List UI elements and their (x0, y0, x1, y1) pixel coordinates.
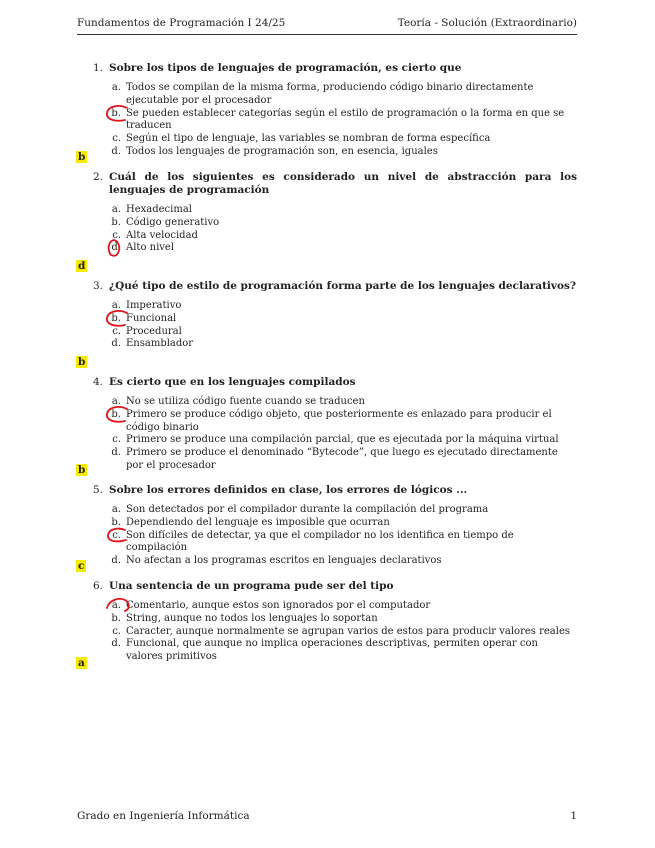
option-letter: b. (111, 312, 121, 324)
question-text: Sobre los tipos de lenguajes de programación, es cierto que (109, 62, 462, 74)
footer-degree: Grado en Ingeniería Informática (77, 810, 250, 822)
question-text: Cuál de los siguientes es considerado un nivel de abstracción para los lenguajes de programación (109, 171, 577, 196)
question-number: 1. (92, 62, 103, 74)
option-letter: c. (112, 229, 121, 241)
header-course: Fundamentos de Programación I 24/25 (77, 17, 286, 29)
question-4 (77, 376, 577, 473)
option-c (103, 230, 577, 243)
option-letter: d. (111, 338, 121, 350)
option-letter: a. (111, 204, 121, 215)
option-d (103, 146, 577, 159)
option-d (103, 242, 577, 255)
option-text: No se utiliza código fuente cuando se traducen (126, 396, 365, 407)
header-divider (77, 34, 577, 35)
question-3 (77, 280, 577, 351)
question-number: 4. (92, 376, 103, 388)
option-d (103, 555, 577, 568)
option-text: Son difíciles de detectar, ya que el compilador no los identifica en tiempo de compilación (126, 529, 514, 554)
option-letter: c. (112, 529, 121, 541)
answer-highlight-4: b (78, 464, 86, 476)
option-letter: a. (111, 600, 121, 611)
option-letter: b. (111, 612, 121, 624)
option-letter: b. (111, 408, 121, 420)
option-letter: d. (111, 555, 121, 567)
option-b (103, 613, 577, 626)
option-text: Según el tipo de lenguaje, las variables se nombran de forma específica (126, 133, 491, 145)
option-text: Funcional (126, 312, 177, 324)
option-a (103, 300, 577, 313)
question-text: Sobre los errores definidos en clase, los errores de lógicos ... (109, 484, 468, 496)
option-text: Son detectados por el compilador durante la compilación del programa (126, 504, 489, 515)
option-letter: a. (111, 504, 121, 515)
option-c (103, 434, 577, 447)
option-a (103, 396, 577, 409)
option-c (103, 133, 577, 146)
option-letter: b. (111, 516, 121, 528)
option-text: Dependiendo del lenguaje es imposible que ocurran (126, 516, 390, 528)
option-letter: c. (112, 434, 121, 446)
option-c (103, 326, 577, 339)
option-b (103, 108, 577, 134)
option-letter: a. (111, 82, 121, 93)
option-text: Funcional, que aunque no implica operaciones descriptivas, permiten operar con valores primitivos (126, 638, 538, 663)
option-text: Caracter, aunque normalmente se agrupan varios de estos para producir valores reales (126, 625, 570, 637)
question-text: ¿Qué tipo de estilo de programación forma parte de los lenguajes declarativos? (109, 280, 577, 292)
option-text: Todos se compilan de la misma forma, produciendo código binario directamente ejecutable por el procesador (126, 82, 534, 106)
option-c (103, 530, 577, 556)
question-number: 6. (92, 580, 103, 592)
answer-highlight-3: b (78, 356, 86, 368)
option-letter: a. (111, 300, 121, 311)
option-text: Ensamblador (126, 338, 194, 350)
question-text: Una sentencia de un programa pude ser del tipo (109, 580, 394, 592)
option-b (103, 217, 577, 230)
option-text: Primero se produce el denominado “Bytecode”, que luego es ejecutado directamente por el procesador (126, 447, 558, 471)
option-letter: d. (111, 638, 121, 650)
question-number: 3. (92, 280, 103, 292)
option-b (103, 409, 577, 435)
answer-highlight-2: d (78, 260, 86, 272)
option-text: Hexadecimal (126, 204, 193, 215)
option-letter: b. (111, 107, 121, 119)
answer-highlight-6: a (78, 657, 85, 669)
option-letter: d. (111, 242, 121, 254)
option-b (103, 313, 577, 326)
option-a (103, 504, 577, 517)
option-letter: c. (112, 625, 121, 637)
option-text: Se pueden establecer categorías según el estilo de programación o la forma en que se traducen (126, 107, 565, 132)
option-b (103, 517, 577, 530)
page-footer (77, 810, 577, 822)
option-letter: c. (112, 133, 121, 145)
option-text: Alta velocidad (126, 229, 198, 241)
question-1 (77, 62, 577, 159)
option-text: Primero se produce una compilación parcial, que es ejecutada por la máquina virtual (126, 434, 559, 446)
option-d (103, 338, 577, 351)
option-text: Imperativo (126, 300, 182, 311)
page-number: 1 (570, 810, 577, 822)
option-text: Todos los lenguajes de programación son, en esencia, iguales (126, 145, 438, 157)
question-text: Es cierto que en los lenguajes compilados (109, 376, 356, 388)
option-text: Código generativo (126, 216, 220, 228)
answer-highlight-5: c (78, 560, 85, 572)
option-text: Alto nivel (126, 242, 175, 254)
option-letter: d. (111, 447, 121, 459)
option-d (103, 638, 577, 664)
answer-highlight-1: b (78, 151, 86, 163)
question-2 (77, 171, 577, 255)
option-c (103, 626, 577, 639)
page-header (77, 17, 577, 29)
question-number: 2. (92, 171, 103, 183)
option-text: Procedural (126, 325, 182, 337)
question-number: 5. (92, 484, 103, 496)
option-text: Primero se produce código objeto, que posteriormente es enlazado para producir el código binario (126, 408, 552, 433)
option-letter: a. (111, 396, 121, 407)
option-text: String, aunque no todos los lenguajes lo soportan (126, 612, 378, 624)
option-d (103, 447, 577, 473)
header-exam-type: Teoría - Solución (Extraordinario) (397, 17, 577, 29)
option-letter: b. (111, 216, 121, 228)
option-a (103, 82, 577, 108)
option-text: No afectan a los programas escritos en lenguajes declarativos (126, 555, 442, 567)
question-5 (77, 484, 577, 568)
question-6 (77, 580, 577, 664)
option-letter: d. (111, 145, 121, 157)
option-a (103, 600, 577, 613)
option-letter: c. (112, 325, 121, 337)
option-text: Comentario, aunque estos son ignorados por el computador (126, 600, 431, 611)
option-a (103, 204, 577, 217)
